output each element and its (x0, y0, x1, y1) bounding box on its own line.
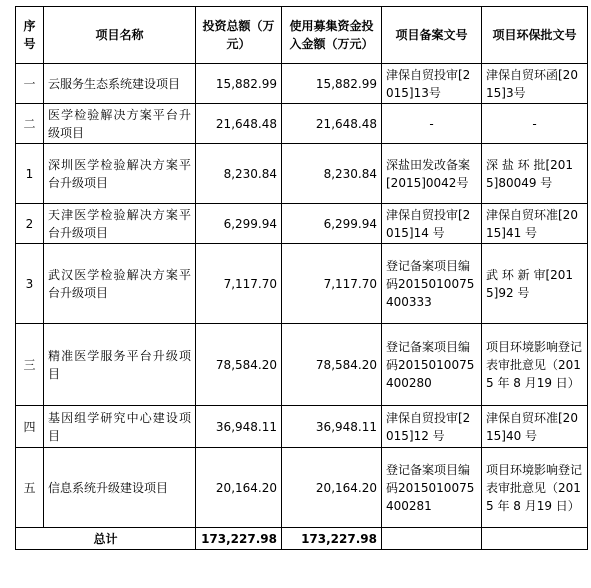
row-project-name: 武汉医学检验解决方案平台升级项目 (44, 244, 196, 324)
row-seq: 1 (16, 144, 44, 204)
row-total-investment: 8,230.84 (196, 144, 282, 204)
row-total-investment: 20,164.20 (196, 448, 282, 528)
row-seq: 一 (16, 64, 44, 104)
total-env-empty (482, 528, 588, 550)
table-header-row (16, 7, 588, 64)
row-filing-number: - (382, 104, 482, 144)
table-row (16, 324, 588, 406)
table-row (16, 406, 588, 448)
row-raised-funds: 7,117.70 (282, 244, 382, 324)
row-project-name: 医学检验解决方案平台升级项目 (44, 104, 196, 144)
row-raised-funds: 8,230.84 (282, 144, 382, 204)
row-total-investment: 78,584.20 (196, 324, 282, 406)
row-filing-number: 登记备案项目编码2015010075400281 (382, 448, 482, 528)
row-project-name: 信息系统升级建设项目 (44, 448, 196, 528)
total-label: 总计 (16, 528, 196, 550)
row-total-investment: 6,299.94 (196, 204, 282, 244)
row-seq: 五 (16, 448, 44, 528)
header-raised-funds: 使用募集资金投入金额（万元） (282, 7, 382, 64)
row-raised-funds: 20,164.20 (282, 448, 382, 528)
row-seq: 3 (16, 244, 44, 324)
row-filing-number: 登记备案项目编码2015010075400333 (382, 244, 482, 324)
row-total-investment: 7,117.70 (196, 244, 282, 324)
row-env-approval: - (482, 104, 588, 144)
row-env-approval: 津保自贸环函[2015]3号 (482, 64, 588, 104)
row-env-approval: 津保自贸环准[2015]40 号 (482, 406, 588, 448)
row-env-approval: 武 环 新 审[2015]92 号 (482, 244, 588, 324)
row-raised-funds: 36,948.11 (282, 406, 382, 448)
table-row (16, 244, 588, 324)
table-row (16, 144, 588, 204)
row-total-investment: 15,882.99 (196, 64, 282, 104)
row-filing-number: 深盐田发改备案 [2015]0042号 (382, 144, 482, 204)
table-row (16, 64, 588, 104)
row-total-investment: 36,948.11 (196, 406, 282, 448)
row-filing-number: 津保自贸投审[2015]14 号 (382, 204, 482, 244)
total-raised-funds: 173,227.98 (282, 528, 382, 550)
row-env-approval: 津保自贸环准[2015]41 号 (482, 204, 588, 244)
row-seq: 2 (16, 204, 44, 244)
row-filing-number: 津保自贸投审[2015]12 号 (382, 406, 482, 448)
row-project-name: 精准医学服务平台升级项目 (44, 324, 196, 406)
row-project-name: 基因组学研究中心建设项目 (44, 406, 196, 448)
row-total-investment: 21,648.48 (196, 104, 282, 144)
investment-projects-table (15, 6, 588, 550)
header-project-name: 项目名称 (44, 7, 196, 64)
header-filing-number: 项目备案文号 (382, 7, 482, 64)
row-filing-number: 登记备案项目编码2015010075400280 (382, 324, 482, 406)
row-env-approval: 项目环境影响登记表审批意见（2015 年 8 月19 日） (482, 324, 588, 406)
row-seq: 二 (16, 104, 44, 144)
header-seq: 序号 (16, 7, 44, 64)
row-project-name: 云服务生态系统建设项目 (44, 64, 196, 104)
row-env-approval: 项目环境影响登记表审批意见（2015 年 8 月19 日） (482, 448, 588, 528)
row-seq: 四 (16, 406, 44, 448)
header-env-approval: 项目环保批文号 (482, 7, 588, 64)
total-filing-empty (382, 528, 482, 550)
row-seq: 三 (16, 324, 44, 406)
table-row (16, 204, 588, 244)
row-raised-funds: 21,648.48 (282, 104, 382, 144)
row-raised-funds: 78,584.20 (282, 324, 382, 406)
table-row (16, 104, 588, 144)
row-raised-funds: 6,299.94 (282, 204, 382, 244)
row-raised-funds: 15,882.99 (282, 64, 382, 104)
row-project-name: 深圳医学检验解决方案平台升级项目 (44, 144, 196, 204)
row-project-name: 天津医学检验解决方案平台升级项目 (44, 204, 196, 244)
header-total-investment: 投资总额（万元） (196, 7, 282, 64)
total-row (16, 528, 588, 550)
row-env-approval: 深 盐 环 批[2015]80049 号 (482, 144, 588, 204)
row-filing-number: 津保自贸投审[2015]13号 (382, 64, 482, 104)
table-row (16, 448, 588, 528)
total-investment: 173,227.98 (196, 528, 282, 550)
